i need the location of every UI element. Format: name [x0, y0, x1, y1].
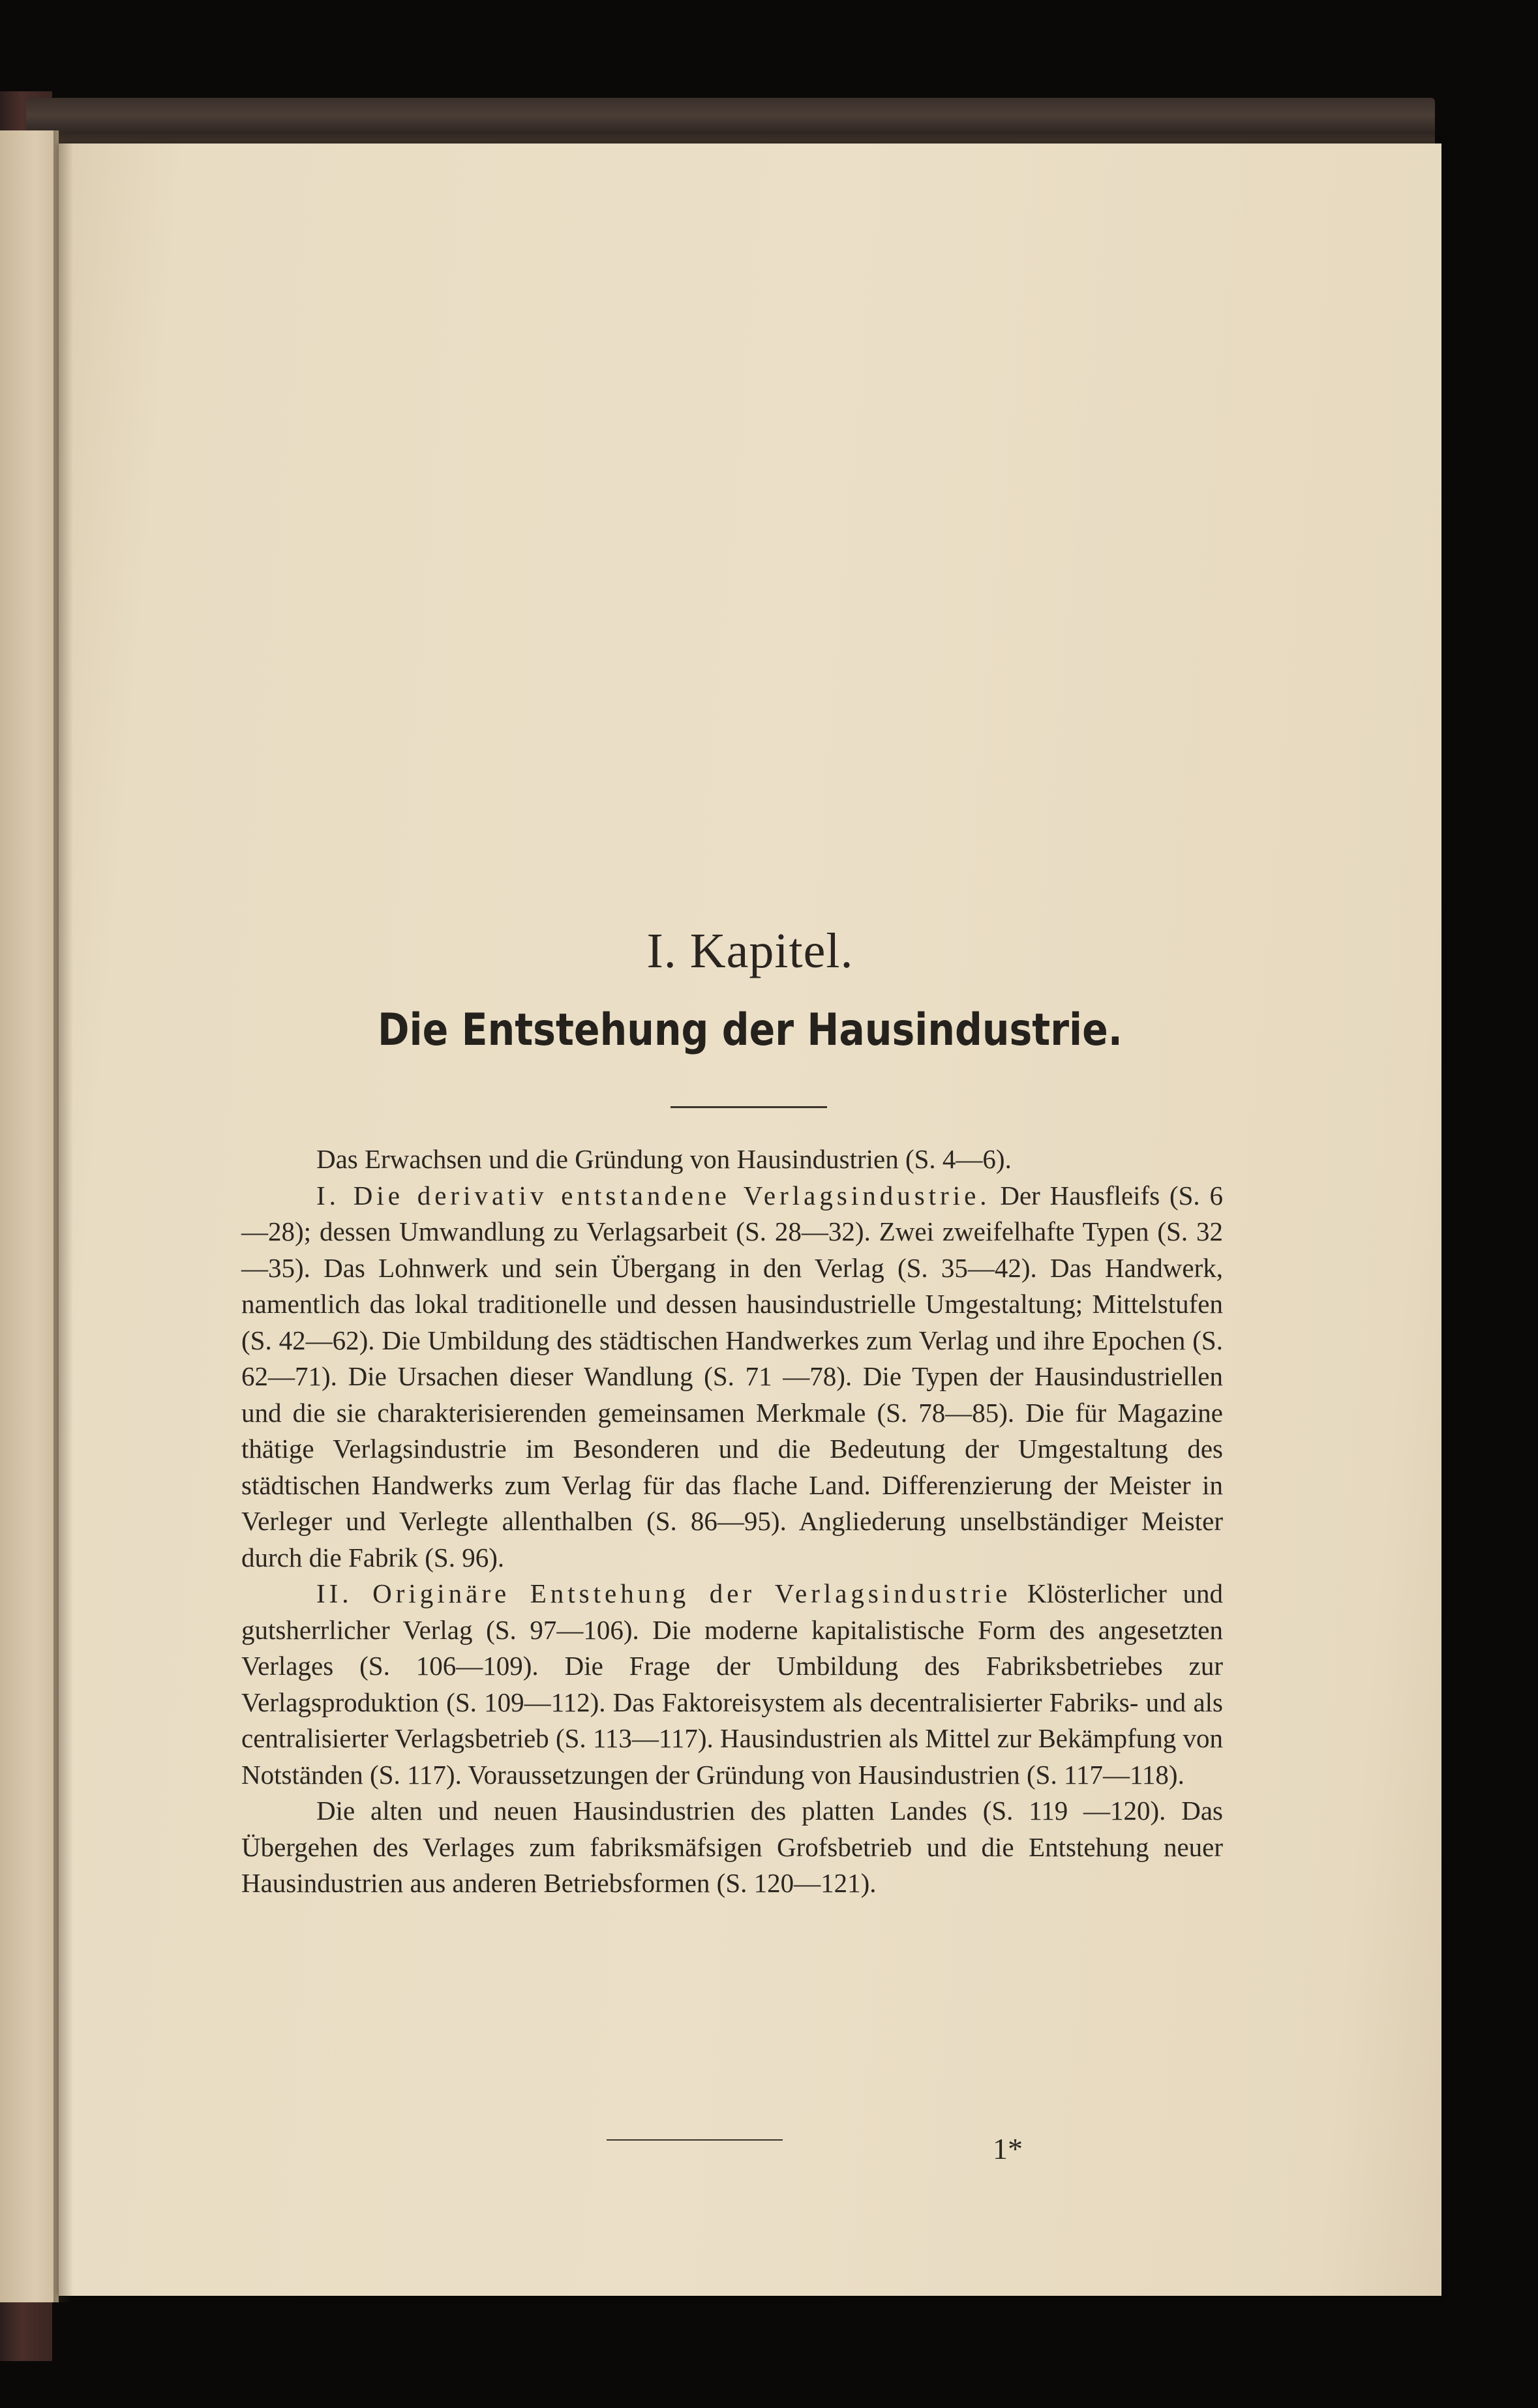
book-page [59, 143, 1441, 2296]
summary-closing-text: Die alten und neuen Hausindustrien des platten Landes (S. 119 —120). Das Übergehen des Verlages zum fabriksmäfsigen Grofsbetrieb und die Entstehung neuer Hausindustrien aus anderen Betriebsformen (S. 120—121). [241, 1796, 1223, 1898]
summary-intro-text: Das Erwachsen und die Gründung von Hausindustrien (S. 4—6). [316, 1144, 1012, 1174]
footer-divider [607, 2139, 783, 2141]
chapter-number: I. Kapitel. [646, 924, 854, 978]
chapter-summary [241, 1141, 1223, 1902]
summary-paragraph-section-2 [241, 1576, 1223, 1793]
gutter-shadow [53, 130, 73, 2302]
summary-paragraph-section-1 [241, 1178, 1223, 1576]
section-2-label: II. Originäre Entstehung der Verlagsindustrie [316, 1578, 1012, 1608]
summary-paragraph-closing [241, 1793, 1223, 1902]
chapter-title: Die Entstehung der Hausindustrie. [378, 1004, 1123, 1056]
summary-paragraph-intro [241, 1141, 1223, 1178]
title-divider [671, 1106, 827, 1108]
section-1-text: Der Hausfleifs (S. 6—28); dessen Umwandlung zu Verlagsarbeit (S. 28—32). Zwei zweifelhafte Typen (S. 32—35). Das Lohnwerk und sein Übergang in den Verlag (S. 35—42). Das Handwerk, namentlich das lokal traditionelle und dessen hausindustrielle Umgestaltung; Mittelstufen (S. 42—62). Die Umbildung des städtischen Handwerkes zum Verlag und ihre Epochen (S. 62—71). Die Ursachen dieser Wandlung (S. 71 —78). Die Typen der Hausindustriellen und die sie charakterisierenden gemeinsamen Merkmale (S. 78—85). Die für Magazine thätige Verlagsindustrie im Besonderen und die Bedeutung der Umgestaltung des städtischen Handwerks zum Verlag für das flache Land. Differenzierung der Meister in Verleger und Verlegte allenthalben (S. 86—95). Angliederung unselbständiger Meister durch die Fabrik (S. 96). [241, 1180, 1223, 1573]
section-1-label: I. Die derivativ entstandene Verlagsindustrie. [316, 1180, 991, 1211]
left-page-edge [0, 130, 59, 2302]
section-2-text: Klösterlicher und gutsherrlicher Verlag (S. 97—106). Die moderne kapitalistische Form des angesetzten Verlages (S. 106—109). Die Frage der Umbildung des Fabriksbetriebes zur Verlagsproduktion (S. 109—112). Das Faktoreisystem als decentralisierter Fabriks- und als centralisierter Verlagsbetrieb (S. 113—117). Hausindustrien als Mittel zur Bekämpfung von Notständen (S. 117). Voraussetzungen der Gründung von Hausindustrien (S. 117—118). [241, 1578, 1223, 1790]
page-signature: 1* [993, 2132, 1023, 2165]
